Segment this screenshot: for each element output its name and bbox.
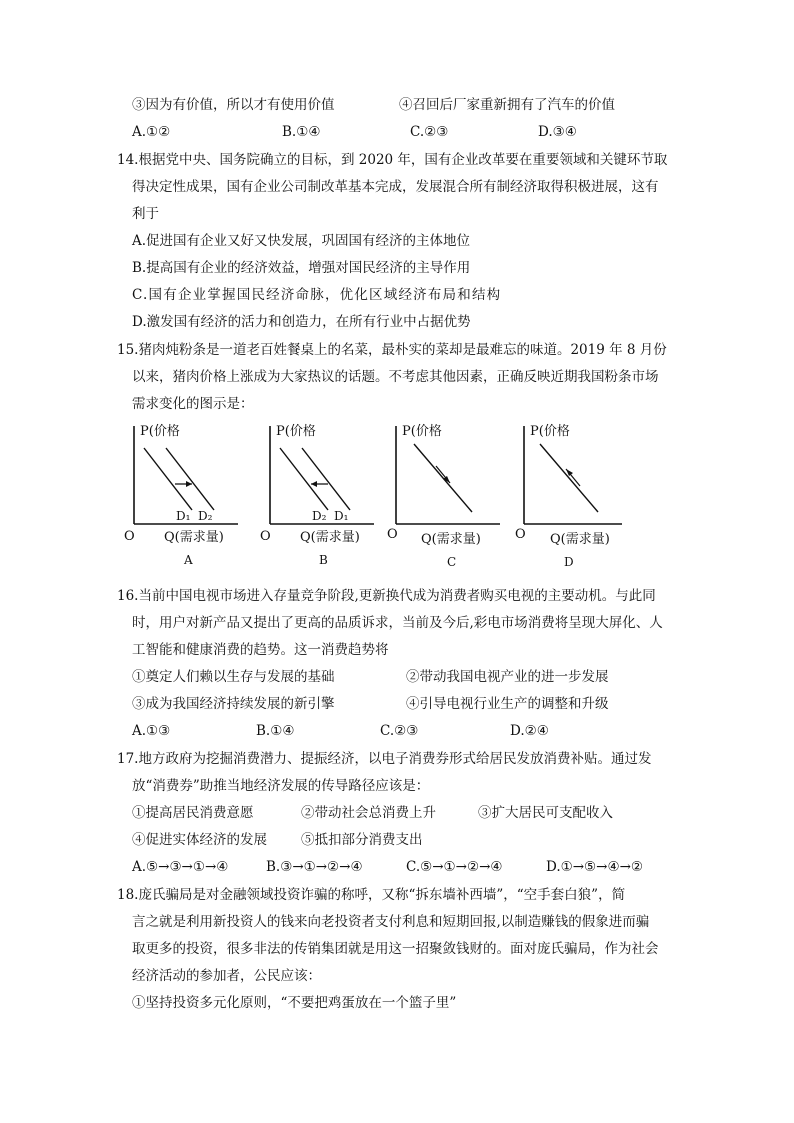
graph-b-curve-label-2: D₁ [334, 509, 349, 523]
graph-c-x-axis-label: Q(需求量) [421, 532, 481, 547]
q18-stem-line-4: 经济活动的参加者，公民应该： [132, 968, 321, 984]
graph-c-curve [414, 444, 472, 512]
graph-b-x-axis-label: Q(需求量) [300, 530, 360, 545]
q15-stem-line-2: 以来，猪肉价格上涨成为大家热议的话题。不考虑其他因素，正确反映近期我国粉条市场 [132, 369, 659, 385]
graph-c-origin: O [387, 527, 398, 542]
graph-a-curve-label-2: D₂ [198, 509, 213, 523]
q14-stem-line-3: 利于 [132, 206, 159, 222]
graph-d-curve [540, 444, 598, 512]
q18-stem-line-3: 取更多的投资，很多非法的传销集团就是用这一招聚敛钱财的。面对庞氏骗局，作为社会 [132, 941, 659, 957]
q16-stem-line-1: 16.当前中国电视市场进入存量竞争阶段,更新换代成为消费者购买电视的主要动机。与此同 [117, 588, 656, 604]
q13-item-4: ④召回后厂家重新拥有了汽车的价值 [399, 97, 615, 113]
graph-a-y-axis-label: P(价格 [140, 424, 180, 439]
graph-d-label: D [564, 555, 574, 569]
graph-b-curve-d2 [280, 448, 328, 510]
graph-c-y-axis-label: P(价格 [402, 424, 442, 439]
q14-option-d: D.激发国有经济的活力和创造力，在所有行业中占据优势 [132, 314, 471, 330]
q17-stem-line-2: 放“消费券”助推当地经济发展的传导路径应该是： [132, 778, 430, 794]
graph-b-origin: O [260, 529, 271, 544]
q14-option-a: A.促进国有企业又好又快发展，巩固国有经济的主体地位 [132, 233, 471, 249]
q17-item-4: ④促进实体经济的发展 [132, 832, 267, 848]
q13-option-d: D.③④ [538, 124, 577, 140]
graph-a-label: A [184, 553, 193, 567]
graph-d-x-axis-label: Q(需求量) [550, 532, 610, 547]
q14-option-c: C.国有企业掌握国民经济命脉，优化区域经济布局和结构 [132, 287, 502, 303]
graph-c [387, 423, 500, 569]
graph-a [124, 423, 238, 567]
q16-stem-line-2: 时，用户对新产品又提出了更高的品质诉求，当前及今后,彩电市场消费将呈现大屏化、人 [132, 615, 663, 631]
q16-item-1: ①奠定人们赖以生存与发展的基础 [132, 669, 335, 685]
graph-a-x-axis-label: Q(需求量) [164, 530, 224, 545]
graph-b-label: B [319, 553, 328, 567]
graph-d [515, 423, 622, 569]
q17-item-3: ③扩大居民可支配收入 [478, 805, 613, 821]
q16-option-a: A.①③ [132, 723, 171, 739]
graph-b-curve-label-1: D₂ [312, 509, 327, 523]
q13-option-a: A.①② [132, 124, 171, 140]
q16-stem-line-3: 工智能和健康消费的趋势。这一消费趋势将 [132, 642, 389, 658]
q14-stem-line-2: 得决定性成果，国有企业公司制改革基本完成，发展混合所有制经济取得积极进展，这有 [132, 179, 659, 195]
q16-item-3: ③成为我国经济持续发展的新引擎 [132, 696, 335, 712]
q16-option-d: D.②④ [510, 723, 549, 739]
q14-option-b: B.提高国有企业的经济效益，增强对国民经济的主导作用 [132, 260, 471, 276]
q16-item-2: ②带动我国电视产业的进一步发展 [406, 669, 609, 685]
graph-b-y-axis-label: P(价格 [276, 424, 316, 439]
graph-a-curve-d1 [144, 448, 192, 510]
q15-stem-line-1: 15.猪肉炖粉条是一道老百姓餐桌上的名菜，最朴实的菜却是最难忘的味道。2019 年 8 月份 [117, 342, 667, 358]
q17-option-d: D.①→⑤→④→② [546, 859, 643, 875]
q18-stem-line-2: 言之就是利用新投资人的钱来向老投资者支付利息和短期回报,以制造赚钱的假象进而骗 [132, 914, 650, 930]
graph-d-y-axis-label: P(价格 [530, 424, 570, 439]
graph-a-origin: O [124, 529, 135, 544]
q15-stem-line-3: 需求变化的图示是： [132, 396, 254, 412]
graph-b-curve-d1 [302, 448, 350, 510]
q13-option-b: B.①④ [282, 124, 321, 140]
q17-stem-line-1: 17.地方政府为挖掘消费潜力、提振经济，以电子消费券形式给居民发放消费补贴。通过发 [117, 751, 652, 767]
q16-item-4: ④引导电视行业生产的调整和升级 [406, 696, 609, 712]
q17-option-b: B.③→①→②→④ [266, 859, 363, 875]
graph-a-curve-d2 [166, 448, 214, 510]
demand-graphs [110, 420, 630, 580]
q17-option-a: A.⑤→③→①→④ [132, 859, 229, 875]
q13-item-3: ③因为有价值，所以才有使用价值 [132, 97, 335, 113]
q16-option-b: B.①④ [256, 723, 295, 739]
q17-item-2: ②带动社会总消费上升 [301, 805, 436, 821]
q18-stem-line-1: 18.庞氏骗局是对金融领域投资诈骗的称呼，又称“拆东墙补西墙”，“空手套白狼”，简 [117, 887, 626, 903]
q18-item-1: ①坚持投资多元化原则，“不要把鸡蛋放在一个篮子里” [132, 995, 457, 1011]
q17-option-c: C.⑤→①→②→④ [406, 859, 503, 875]
graph-c-label: C [447, 555, 457, 569]
graph-b [260, 423, 374, 567]
q17-item-5: ⑤抵扣部分消费支出 [301, 832, 423, 848]
graph-d-origin: O [515, 527, 526, 542]
q13-option-c: C.②③ [410, 124, 449, 140]
q16-option-c: C.②③ [380, 723, 419, 739]
q17-item-1: ①提高居民消费意愿 [132, 805, 254, 821]
graph-a-curve-label-1: D₁ [176, 509, 191, 523]
q14-stem-line-1: 14.根据党中央、国务院确立的目标，到 2020 年，国有企业改革要在重要领域和关键环节取 [117, 152, 668, 168]
